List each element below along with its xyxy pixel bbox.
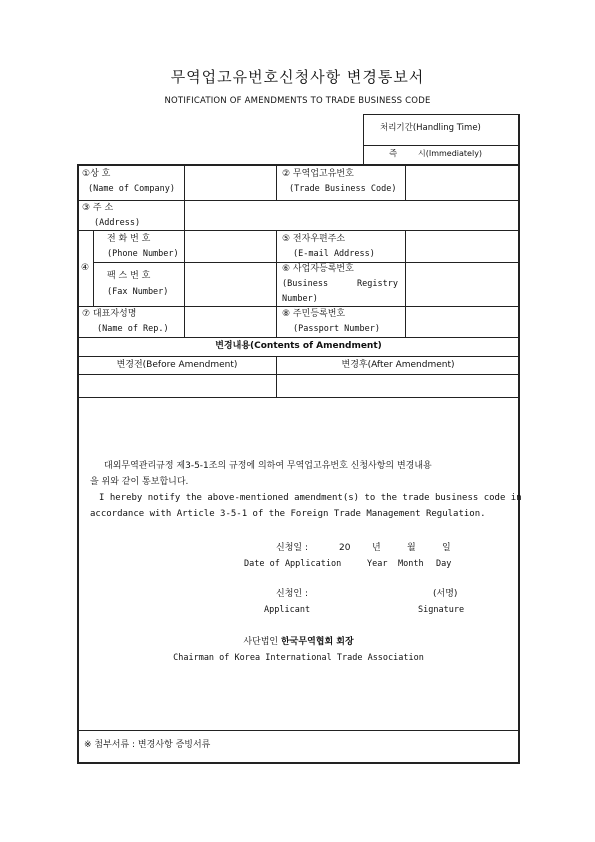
fax-label: 팩 스 번 호 — [107, 271, 151, 281]
company-name-field[interactable] — [186, 166, 274, 199]
rule-footer — [77, 730, 520, 731]
month-label: 월 — [407, 543, 416, 553]
recipient-name: 한국무역협회 회장 — [280, 637, 354, 647]
business-registry-field[interactable] — [407, 264, 517, 305]
applicant-name-field[interactable] — [326, 586, 430, 602]
before-amendment-field[interactable] — [79, 376, 275, 396]
year-label-en: Year — [367, 559, 388, 569]
rule-row8 — [77, 397, 520, 398]
frame-bottom — [77, 762, 520, 764]
v-contact-b — [276, 230, 277, 338]
num4-label: ④ — [81, 263, 90, 273]
frame-right — [518, 114, 520, 764]
company-label: ①상 호 — [82, 169, 111, 179]
v-company-a — [184, 164, 185, 201]
address-field[interactable] — [186, 202, 517, 229]
phone-label: 전 화 번 호 — [107, 234, 151, 244]
handling-label: 처리기간(Handling Time) — [380, 123, 481, 133]
month-label-en: Month — [398, 559, 424, 569]
frame-left — [77, 164, 79, 764]
address-label-en: (Address) — [94, 218, 141, 228]
rep-name-field[interactable] — [186, 308, 274, 336]
v-contact-num — [93, 230, 94, 307]
code-label: ② 무역업고유번호 — [282, 169, 354, 179]
email-field[interactable] — [407, 232, 517, 261]
v-address — [184, 200, 185, 231]
handling-left-border — [363, 114, 364, 166]
rule-row4 — [77, 306, 520, 307]
year-prefix: 20 — [339, 543, 351, 553]
v-contact-c — [405, 230, 406, 338]
before-amendment-label: 변경전(Before Amendment) — [116, 360, 238, 370]
statement-ko-line2: 을 위와 같이 통보합니다. — [90, 477, 189, 487]
company-label-en: (Name of Company) — [88, 184, 175, 194]
statement-ko-line1: 대외무역관리규정 제3-5-1조의 규정에 의하여 무역업고유번호 신청사항의 변경내용 — [104, 461, 432, 471]
email-label: ⑤ 전자우편주소 — [282, 234, 346, 244]
phone-field[interactable] — [186, 232, 274, 261]
day-label-en: Day — [436, 559, 452, 569]
brn-label-en3: Number) — [282, 294, 318, 304]
phone-label-en: (Phone Number) — [107, 249, 179, 259]
attachment-note: ※ 첨부서류 : 변경사항 증빙서류 — [84, 740, 211, 750]
rule-row2 — [77, 230, 520, 231]
form-subtitle: NOTIFICATION OF AMENDMENTS TO TRADE BUSINESS CODE — [164, 96, 431, 106]
year-label: 년 — [372, 543, 381, 553]
day-label: 일 — [442, 543, 451, 553]
handling-divider — [363, 145, 520, 146]
v-company-b — [276, 164, 277, 201]
date-label: 신청일 : — [276, 543, 308, 553]
signature-label: (서명) — [433, 589, 458, 599]
form-title: 무역업고유번호신청사항 변경통보서 — [170, 68, 425, 86]
brn-label: ⑥ 사업자등록번호 — [282, 264, 354, 274]
passport-field[interactable] — [407, 308, 517, 336]
date-label-en: Date of Application — [244, 559, 342, 569]
recipient-en: Chairman of Korea International Trade Association — [173, 653, 424, 663]
recipient-prefix: 사단법인 — [243, 637, 279, 647]
applicant-label: 신청인 : — [276, 589, 308, 599]
after-amendment-field[interactable] — [278, 376, 517, 396]
statement-en-line1: I hereby notify the above-mentioned amendment(s) to the trade business code in — [99, 493, 522, 503]
applicant-label-en: Applicant — [264, 605, 311, 615]
code-label-en: (Trade Business Code) — [289, 184, 397, 194]
email-label-en: (E-mail Address) — [293, 249, 375, 259]
after-amendment-label: 변경후(After Amendment) — [341, 360, 455, 370]
address-label: ③ 주 소 — [82, 203, 114, 213]
passport-label: ⑧ 주민등록번호 — [282, 309, 346, 319]
handling-top-border — [363, 114, 520, 115]
rule-row6 — [77, 356, 520, 357]
rep-label: ⑦ 대표자성명 — [82, 309, 137, 319]
rep-label-en: (Name of Rep.) — [97, 324, 169, 334]
rule-row1 — [77, 200, 520, 201]
fax-field[interactable] — [186, 264, 274, 305]
statement-en-line2: accordance with Article 3-5-1 of the Foreign Trade Management Regulation. — [90, 509, 486, 519]
handling-value: 시(Immediately) — [418, 149, 483, 158]
passport-label-en: (Passport Number) — [293, 324, 380, 334]
recipient-ko — [0, 636, 595, 648]
v-contact-a — [184, 230, 185, 338]
v-company-c — [405, 164, 406, 201]
signature-label-en: Signature — [418, 605, 465, 615]
handling-value-ko: 즉 — [389, 149, 398, 159]
amendment-heading: 변경내용(Contents of Amendment) — [215, 341, 382, 351]
rule-row7 — [77, 374, 520, 375]
trade-code-field[interactable] — [407, 166, 517, 199]
fax-label-en: (Fax Number) — [107, 287, 169, 297]
brn-label-en1: (Business — [282, 279, 329, 289]
rule-row5 — [77, 337, 520, 338]
brn-label-en2: Registry — [357, 279, 398, 289]
